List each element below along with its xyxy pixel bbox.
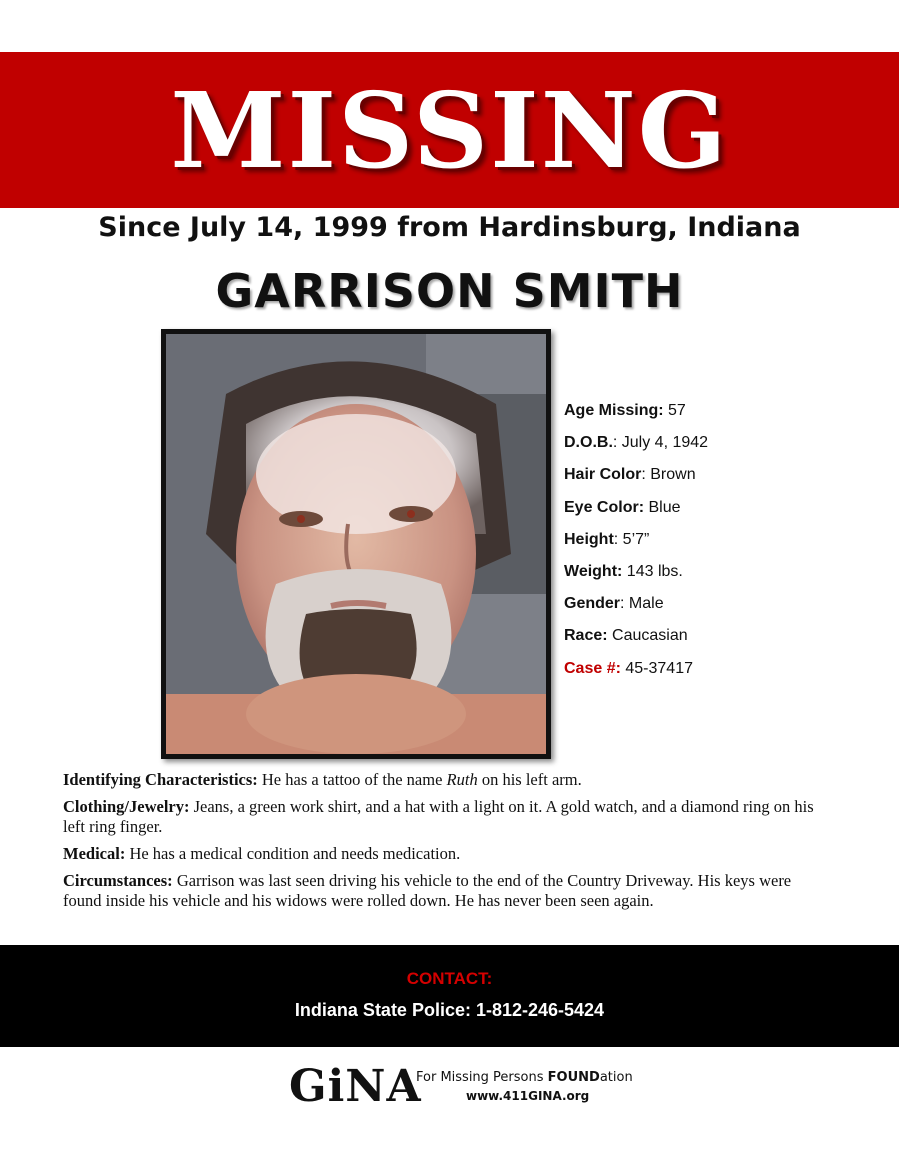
detail-label: Hair Color (564, 466, 642, 484)
info-text: He has a medical condition and needs medication. (125, 844, 461, 863)
gina-url-link[interactable]: www.411GINA.org (466, 1089, 590, 1103)
detail-height (564, 527, 884, 559)
detail-value: Blue (644, 498, 681, 516)
info-text: Garrison was last seen driving his vehicle to the end of the Country Driveway. His keys were found inside his vehicle and his widows were rolled down. He has never been seen again. (63, 871, 792, 910)
detail-age-missing (564, 398, 884, 430)
info-section (63, 770, 833, 918)
gina-footer (289, 1062, 649, 1112)
detail-race (564, 623, 884, 655)
tagline-found: FOUND (547, 1070, 600, 1085)
info-label: Identifying Characteristics: (63, 770, 258, 789)
detail-dob (564, 430, 884, 462)
info-label: Clothing/Jewelry: (63, 797, 190, 816)
detail-label: Age Missing: (564, 402, 664, 419)
info-label: Circumstances: (63, 871, 173, 890)
detail-label: Gender (564, 595, 621, 613)
detail-eye-color (564, 495, 884, 527)
info-text: Jeans, a green work shirt, and a hat with a light on it. A gold watch, and a diamond ring on his left ring finger. (63, 797, 814, 836)
person-photo (166, 334, 546, 754)
detail-label: Race: (564, 627, 608, 645)
detail-value: Caucasian (607, 627, 688, 645)
identifying-characteristics (63, 770, 833, 790)
detail-value: 143 lbs. (622, 562, 683, 580)
detail-value: 57 (663, 402, 686, 419)
detail-gender (564, 591, 884, 623)
detail-value: : July 4, 1942 (612, 434, 709, 452)
detail-hair-color (564, 462, 884, 494)
detail-label: Case #: (564, 659, 621, 677)
info-text: on his left arm. (477, 770, 582, 789)
gina-logo: GiNA (289, 1061, 422, 1112)
detail-label: D.O.B. (564, 434, 613, 452)
info-label: Medical: (63, 844, 126, 863)
circumstances (63, 871, 833, 911)
detail-weight (564, 559, 884, 591)
medical (63, 844, 833, 864)
tattoo-name: Ruth (446, 770, 478, 789)
detail-case-number (564, 656, 884, 688)
banner-title: MISSING (170, 68, 729, 192)
contact-label: CONTACT: (406, 969, 493, 988)
contact-bar (0, 945, 899, 1047)
photo-frame (161, 329, 551, 759)
detail-value: : Male (620, 595, 664, 613)
detail-label: Height (564, 530, 614, 548)
detail-label: Weight: (564, 562, 623, 580)
detail-value: : 5’7” (613, 530, 650, 548)
clothing-jewelry (63, 797, 833, 837)
portrait-illustration (166, 334, 546, 754)
details-list (564, 398, 884, 688)
person-name: GARRISON SMITH (215, 264, 684, 318)
tagline-prefix: For Missing Persons (416, 1070, 548, 1085)
contact-phone[interactable]: Indiana State Police: 1-812-246-5424 (294, 1000, 605, 1020)
missing-since-line: Since July 14, 1999 from Hardinsburg, Indiana (98, 212, 801, 243)
detail-value: : Brown (641, 466, 696, 484)
detail-label: Eye Color: (564, 498, 645, 516)
detail-value: 45-37417 (620, 659, 693, 677)
tagline-suffix: ation (599, 1070, 633, 1085)
missing-banner (0, 52, 899, 208)
gina-tagline (416, 1070, 633, 1085)
info-text: He has a tattoo of the name (257, 770, 447, 789)
